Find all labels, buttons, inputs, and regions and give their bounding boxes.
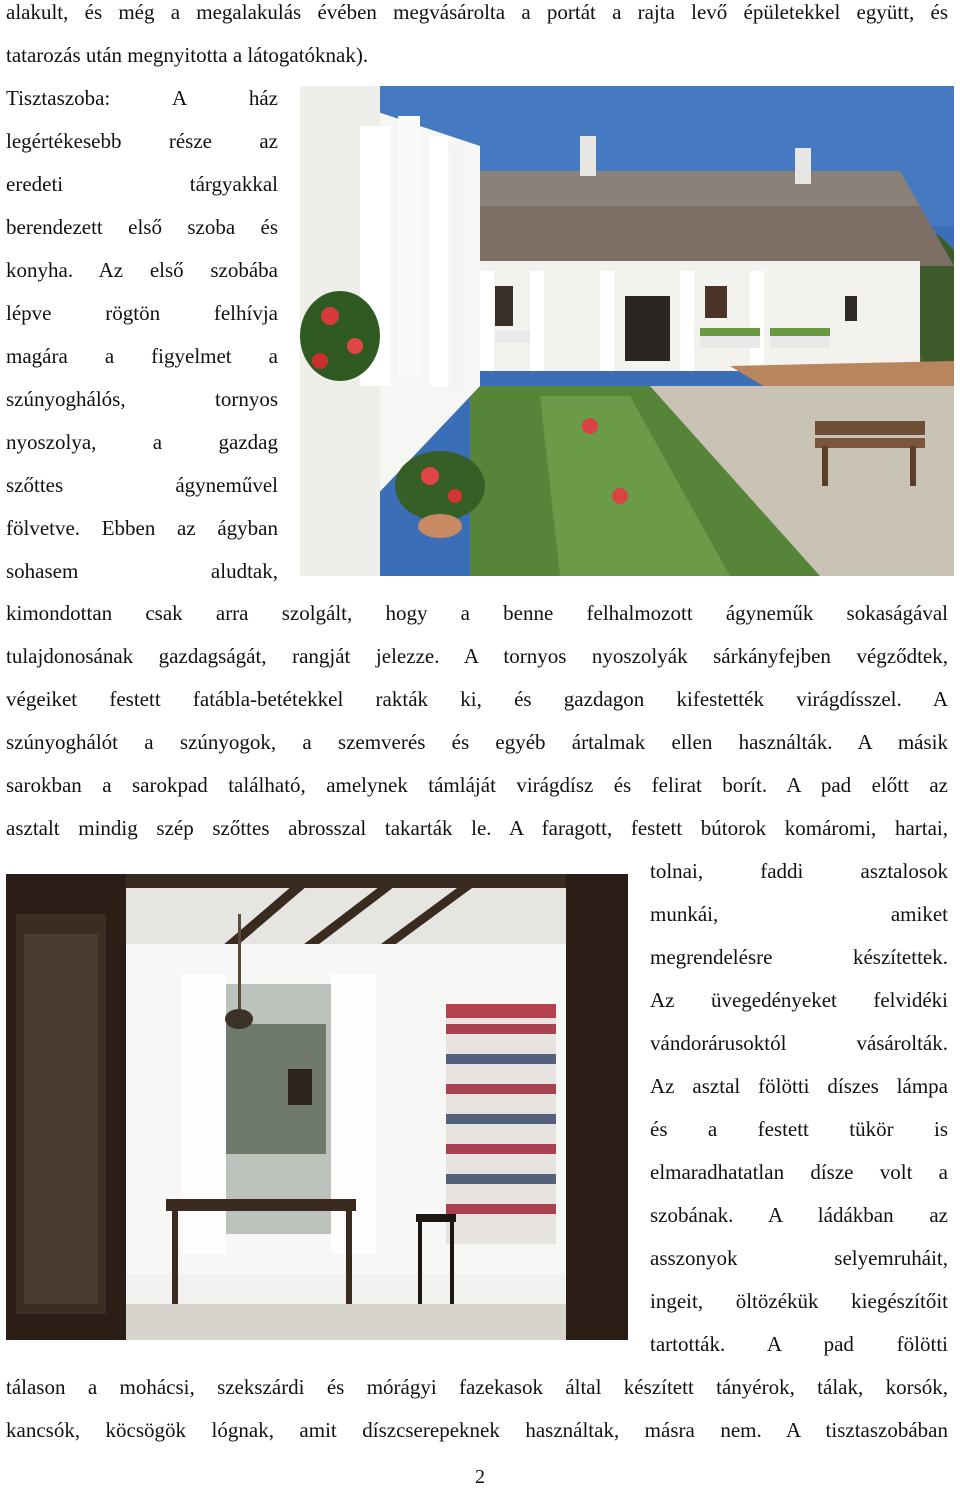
- text-line: berendezett első szoba és: [6, 215, 278, 239]
- text-line: tolnai, faddi asztalosok: [650, 859, 948, 883]
- text-line: Tisztaszoba: A ház: [6, 86, 278, 110]
- text-line: asszonyok selyemruháit,: [650, 1246, 948, 1270]
- text-line: vándorárusoktól vásárolták.: [650, 1031, 948, 1055]
- text-line: sohasem aludtak,: [6, 559, 278, 583]
- text-line: eredeti tárgyakkal: [6, 172, 278, 196]
- text-line: asztalt mindig szép szőttes abrosszal takarták le. A faragott, festett bútorok komáromi, hartai,: [6, 816, 948, 840]
- text-line: szőttes ágyneművel: [6, 473, 278, 497]
- page-number: 2: [475, 1466, 485, 1488]
- text-line: legértékesebb része az: [6, 129, 278, 153]
- text-line: szúnyoghálós, tornyos: [6, 387, 278, 411]
- text-line: szúnyoghálót a szúnyogok, a szemverés és egyéb ártalmak ellen használták. A másik: [6, 730, 948, 754]
- text-line: sarokban a sarokpad található, amelynek támláját virágdísz és felirat borít. A pad előtt az: [6, 773, 948, 797]
- courtyard-photo: [300, 86, 954, 576]
- text-line: szobának. A ládákban az: [650, 1203, 948, 1227]
- text-line: magára a figyelmet a: [6, 344, 278, 368]
- text-line: fölvetve. Ebben az ágyban: [6, 516, 278, 540]
- text-line: végeiket festett fatábla-betétekkel rakták ki, és gazdagon kifestették virágdísszel. A: [6, 687, 948, 711]
- text-line: ingeit, öltözékük kiegészítőit: [650, 1289, 948, 1313]
- text-line: munkái, amiket: [650, 902, 948, 926]
- text-line: tulajdonosának gazdagságát, rangját jelezze. A tornyos nyoszolyák sárkányfejben végződtek,: [6, 644, 948, 668]
- text-line: kimondottan csak arra szolgált, hogy a benne felhalmozott ágyneműk sokaságával: [6, 601, 948, 625]
- text-line: tatarozás után megnyitotta a látogatóknak).: [6, 43, 369, 67]
- text-line: és a festett tükör is: [650, 1117, 948, 1141]
- text-line: Az asztal fölötti díszes lámpa: [650, 1074, 948, 1098]
- text-line: Az üvegedényeket felvidéki: [650, 988, 948, 1012]
- text-line: nyoszolya, a gazdag: [6, 430, 278, 454]
- text-line: tartották. A pad fölötti: [650, 1332, 948, 1356]
- text-line: konyha. Az első szobába: [6, 258, 278, 282]
- text-line: lépve rögtön felhívja: [6, 301, 278, 325]
- text-line: megrendelésre készítettek.: [650, 945, 948, 969]
- text-line: kancsók, köcsögök lógnak, amit díszcserepeknek használtak, másra nem. A tisztaszobában: [6, 1418, 948, 1442]
- interior-photo: [6, 874, 628, 1340]
- text-line: alakult, és még a megalakulás évében megvásárolta a portát a rajta levő épületekkel együtt, és: [6, 0, 948, 24]
- text-line: tálason a mohácsi, szekszárdi és mórágyi fazekasok által készített tányérok, tálak, korsók,: [6, 1375, 948, 1399]
- text-line: elmaradhatatlan dísze volt a: [650, 1160, 948, 1184]
